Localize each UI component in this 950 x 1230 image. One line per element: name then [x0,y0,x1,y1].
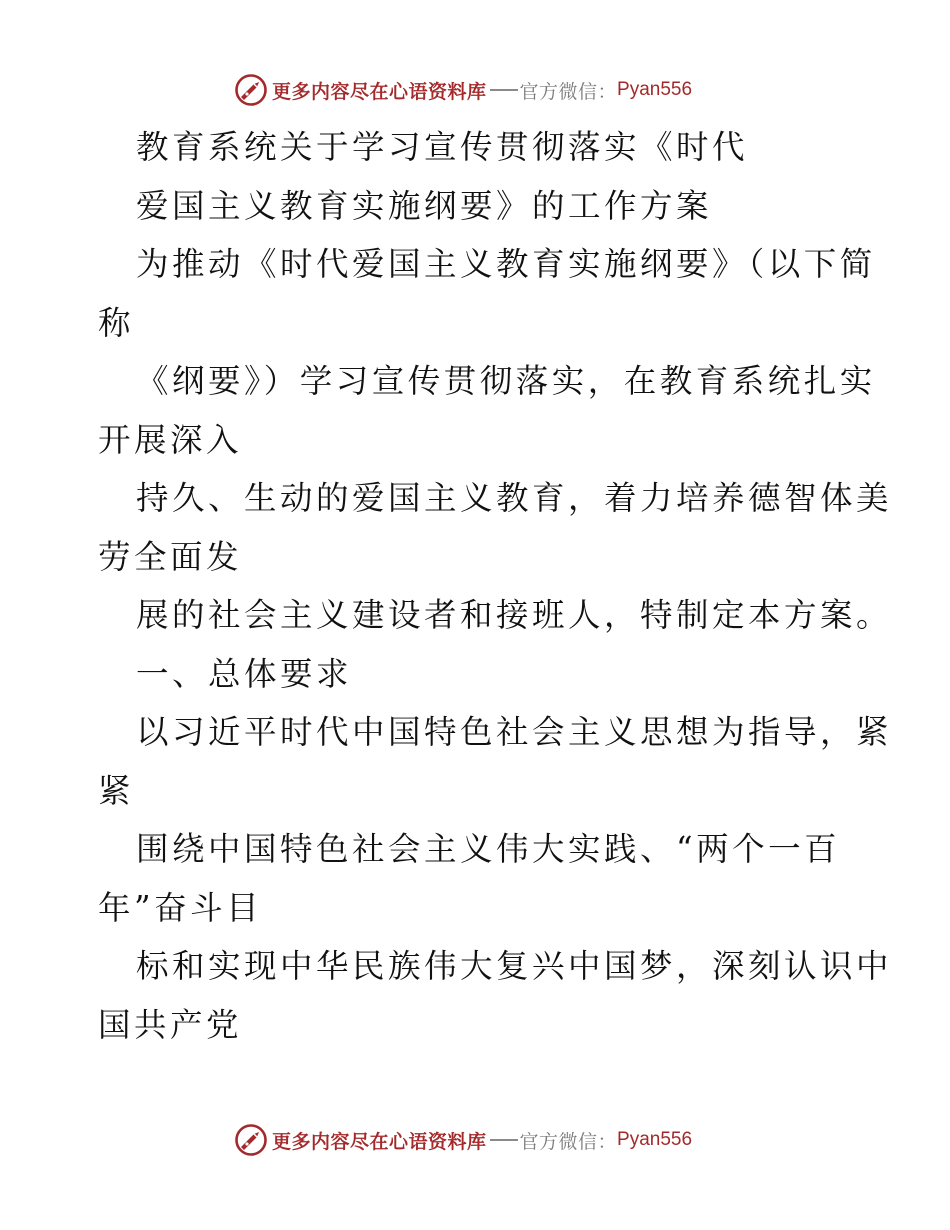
document-body [98,118,893,1054]
footer-wechat-label: 官方微信： [519,1130,618,1153]
pen-nib-logo-icon [234,1123,268,1157]
paragraph-line: 持久、生动的爱国主义教育，着力培养德智体美 [136,479,893,517]
paragraph-line: 开展深入 [98,420,243,459]
title-line-1: 教育系统关于学习宣传贯彻落实《时代 [136,128,749,166]
header-dash [490,89,518,91]
paragraph-line: 紧 [98,771,135,810]
paragraph-line: 为推动《时代爱国主义教育实施纲要》（以下简 [136,245,876,283]
paragraph-line: 标和实现中华民族伟大复兴中国梦，深刻认识中 [136,947,893,985]
paragraph-line: 劳全面发 [98,537,243,576]
title-line-2: 爱国主义教育实施纲要》的工作方案 [136,186,713,225]
header-brand-text: 更多内容尽在心语资料库 [272,80,487,103]
paragraph-line: 年”奋斗目 [98,888,263,927]
paragraph-line: 围绕中国特色社会主义伟大实践、“两个一百 [136,830,841,868]
paragraph-line: 以习近平时代中国特色社会主义思想为指导，紧 [136,713,893,751]
paragraph-line: 《纲要》）学习宣传贯彻落实，在教育系统扎实 [136,362,876,400]
footer-brand-text: 更多内容尽在心语资料库 [272,1130,487,1153]
pen-nib-logo-icon [234,73,268,107]
paragraph-line: 展的社会主义建设者和接班人，特制定本方案。 [136,596,893,634]
section-heading: 一、总体要求 [136,654,353,693]
footer-banner [234,1122,714,1158]
footer-dash [490,1139,518,1141]
header-wechat-id: Pyan556 [617,79,693,100]
header-wechat-label: 官方微信： [519,80,618,103]
paragraph-line: 国共产党 [98,1005,243,1044]
paragraph-line: 称 [98,303,135,342]
footer-wechat-id: Pyan556 [617,1129,693,1150]
header-banner [234,72,714,108]
